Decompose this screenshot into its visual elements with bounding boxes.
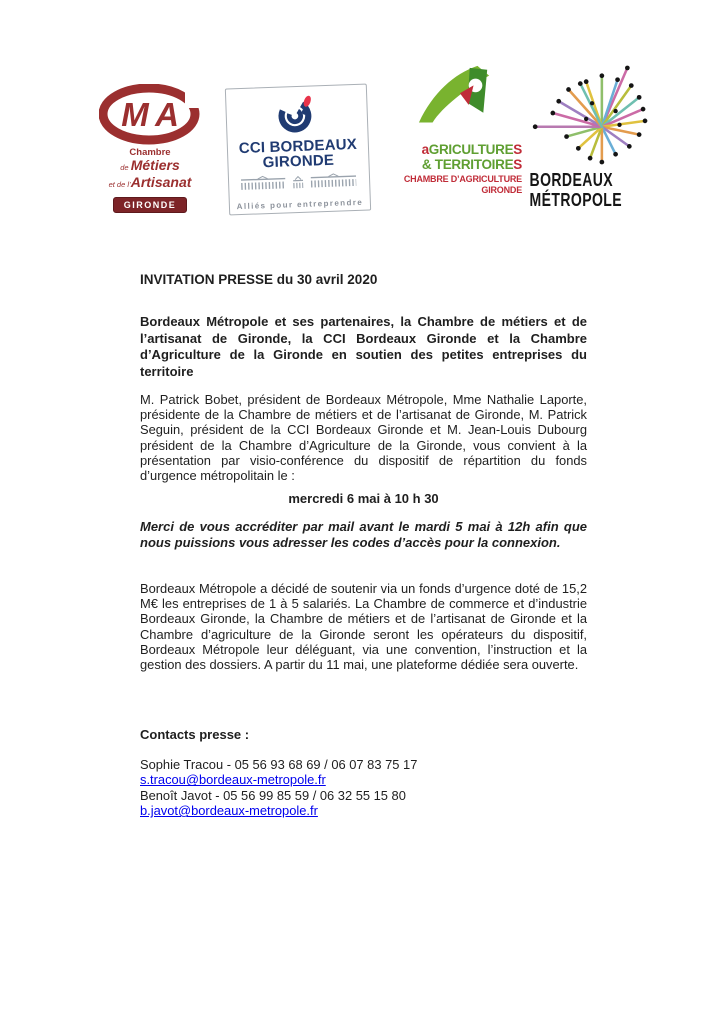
cci-monogram-icon	[275, 93, 318, 134]
cci-tagline: Alliés pour entreprendre	[236, 197, 364, 212]
lead-paragraph: Bordeaux Métropole et ses partenaires, la Chambre de métiers et de l’artisanat de Gironde, la CCI Bordeaux Gironde et la Chambre d’Agriculture de la Gironde en soutien des petites entreprises du territoire	[140, 314, 587, 379]
bordeaux-metropole-logo	[528, 64, 668, 210]
cma-line-artisanat: et de l’Artisanat	[108, 174, 192, 190]
press-contacts	[140, 757, 587, 819]
cma-gironde-badge: GIRONDE	[113, 197, 188, 213]
body-paragraph-1: M. Patrick Bobet, président de Bordeaux Métropole, Mme Nathalie Laporte, présidente de la Chambre de métiers et de l’artisanat de Gironde, M. Patrick Seguin, président de la CCI Bordeaux Gironde et M. Jean-Louis Dubourg président de la Chambre d’Agriculture de la Gironde, vous convient à la présentation par visio-conférence du dispositif de répartition du fonds d’urgence métropolitain le :	[140, 392, 587, 484]
cci-building-icon	[240, 172, 359, 194]
contact-email-link[interactable]: b.javot@bordeaux-metropole.fr	[140, 803, 318, 819]
contact-name-phone: Benoît Javot - 05 56 99 85 59 / 06 32 55 15 80	[140, 787, 406, 803]
body-paragraph-2: Bordeaux Métropole a décidé de soutenir via un fonds d’urgence doté de 15,2 M€ les entreprises de 1 à 5 salariés. La Chambre de commerce et d’industrie Bordeaux Gironde, la Chambre de métiers et de l’artisanat de Gironde et la Chambre d’agriculture de la Gironde seront les opérateurs du dispositif, Bordeaux Métropole leur déléguant, via une convention, l’instruction et la gestion des dossiers. A partir du 11 mai, une plateforme dédiée sera ouverte.	[140, 581, 587, 673]
event-date-line: mercredi 6 mai à 10 h 30	[288, 491, 439, 506]
contact-name-phone: Sophie Tracou - 05 56 93 68 69 / 06 07 83 75 17	[140, 757, 418, 772]
bordeaux-metropole-wordmark: BORDEAUX MÉTROPOLE	[529, 170, 623, 210]
contact-email-link[interactable]: s.tracou@bordeaux-metropole.fr	[140, 772, 326, 788]
svg-text:M: M	[121, 96, 149, 133]
contacts-heading: Contacts presse :	[140, 727, 250, 742]
bordeaux-metropole-starburst-icon	[528, 64, 662, 166]
cma-line-chambre: Chambre	[129, 147, 171, 158]
accreditation-notice: Merci de vous accréditer par mail avant le mardi 5 mai à 12h afin que nous puissions vous adresser les codes d’accès pour la connexion.	[140, 519, 587, 550]
cma-monogram-icon	[99, 84, 201, 146]
agri-line-gironde: GIRONDE	[481, 185, 522, 195]
chambre-agriculture-logo	[390, 62, 522, 196]
cci-name-line2: GIRONDE	[262, 151, 335, 172]
cma-logo	[96, 84, 204, 213]
cci-name-line1: CCI BORDEAUX	[238, 135, 358, 158]
agriculture-leaf-icon	[415, 62, 497, 140]
cma-line-metiers: de Métiers	[120, 157, 180, 173]
agri-line-chambre: CHAMBRE D’AGRICULTURE	[403, 174, 522, 184]
document-title: INVITATION PRESSE du 30 avril 2020	[140, 272, 378, 287]
agri-word-agricultures: aGRICULTURES	[421, 142, 522, 157]
svg-text:A: A	[155, 96, 179, 133]
agri-word-territoires: & TERRITOIRES	[421, 157, 522, 172]
cci-logo	[225, 84, 371, 216]
